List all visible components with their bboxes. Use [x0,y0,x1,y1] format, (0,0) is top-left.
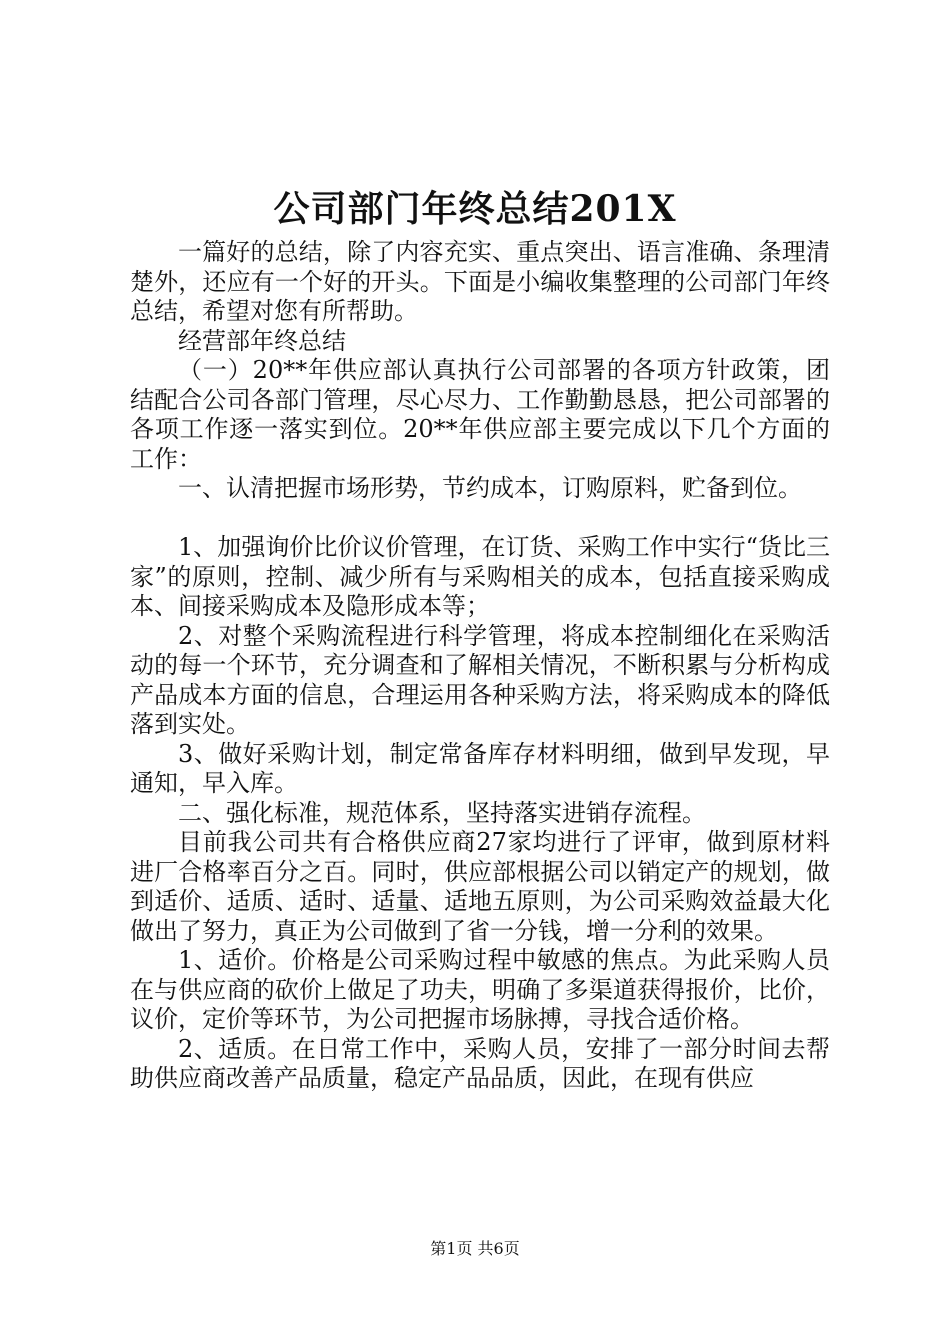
paragraph-overview: （一）20**年供应部认真执行公司部署的各项方针政策，团结配合公司各部门管理，尽心尽力、工作勤勤恳恳，把公司部署的各项工作逐一落实到位。20**年供应部主要完成以下几个方面的工作： [130,356,830,473]
document-title: 公司部门年终总结201X [273,188,677,230]
list-item-3: 3、做好采购计划，制定常备库存材料明细，做到早发现，早通知，早入库。 [130,739,830,797]
heading-one: 一、认清把握市场形势，节约成本，订购原料，贮备到位。 [178,474,802,502]
blank-line [130,504,830,534]
intro-paragraph: 一篇好的总结，除了内容充实、重点突出、语言准确、条理清楚外，还应有一个好的开头。下面是小编收集整理的公司部门年终总结，希望对您有所帮助。 [130,238,830,325]
page-footer: 第1页 共6页 [430,1239,520,1258]
list-item-price: 1、适价。价格是公司采购过程中敏感的焦点。为此采购人员在与供应商的砍价上做足了功夫，明确了多渠道获得报价，比价，议价，定价等环节，为公司把握市场脉搏，寻找合适价格。 [130,946,830,1033]
document-body [130,238,830,1094]
list-item-quality: 2、适质。在日常工作中，采购人员，安排了一部分时间去帮助供应商改善产品质量，稳定产品品质，因此，在现有供应 [130,1034,830,1092]
heading-two: 二、强化标准，规范体系，坚持落实进销存流程。 [178,798,706,827]
paragraph-suppliers: 目前我公司共有合格供应商27家均进行了评审，做到原材料进厂合格率百分之百。同时，供应部根据公司以销定产的规划，做到适价、适质、适时、适量、适地五原则，为公司采购效益最大化做出了努力，真正为公司做到了省一分钱，增一分利的效果。 [130,828,830,945]
section-heading: 经营部年终总结 [178,326,346,355]
list-item-2: 2、对整个采购流程进行科学管理，将成本控制细化在采购活动的每一个环节，充分调查和了解相关情况，不断积累与分析构成产品成本方面的信息，合理运用各种采购方法，将采购成本的降低落到实处。 [130,621,830,738]
list-item-1: 1、加强询价比价议价管理，在订货、采购工作中实行“货比三家”的原则，控制、减少所有与采购相关的成本，包括直接采购成本、间接采购成本及隐形成本等； [130,533,830,620]
